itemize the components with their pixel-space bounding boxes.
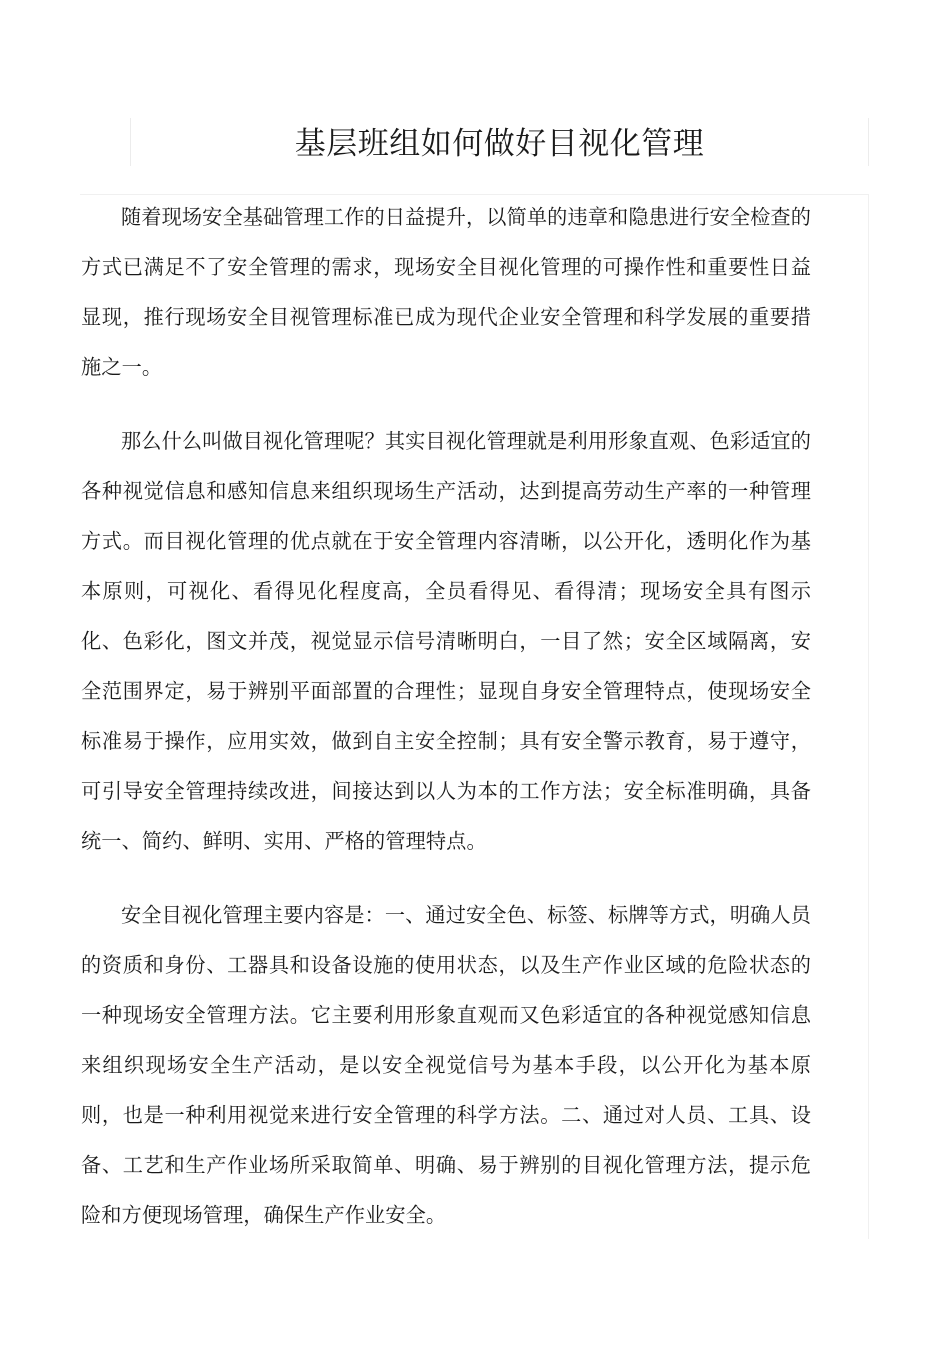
- paragraph-2: 那么什么叫做目视化管理呢？其实目视化管理就是利用形象直观、色彩适宜的各种视觉信息和感知信息来组织现场生产活动，达到提高劳动生产率的一种管理方式。而目视化管理的优点就在于安全管理内容清晰，以公开化，透明化作为基本原则，可视化、看得见化程度高，全员看得见、看得清；现场安全具有图示化、色彩化，图文并茂，视觉显示信号清晰明白，一目了然；安全区域隔离，安全范围界定，易于辨别平面部置的合理性；显现自身安全管理特点，使现场安全标准易于操作，应用实效，做到自主安全控制；具有安全警示教育，易于遵守，可引导安全管理持续改进，间接达到以人为本的工作方法；安全标准明确，具备统一、简约、鲜明、实用、严格的管理特点。: [81, 429, 811, 853]
- document-title: 基层班组如何做好目视化管理: [294, 126, 705, 162]
- document-body: [81, 192, 811, 1240]
- paragraph-1: 随着现场安全基础管理工作的日益提升，以简单的违章和隐患进行安全检查的方式已满足不了安全管理的需求，现场安全目视化管理的可操作性和重要性日益显现，推行现场安全目视管理标准已成为现代企业安全管理和科学发展的重要措施之一。: [81, 205, 811, 379]
- frame-line-body-right: [868, 194, 869, 1239]
- paragraph-3: 安全目视化管理主要内容是：一、通过安全色、标签、标牌等方式，明确人员的资质和身份、工器具和设备设施的使用状态，以及生产作业区域的危险状态的一种现场安全管理方法。它主要利用形象直观而又色彩适宜的各种视觉感知信息来组织现场安全生产活动，是以安全视觉信号为基本手段，以公开化为基本原则，也是一种利用视觉来进行安全管理的科学方法。二、通过对人员、工具、设备、工艺和生产作业场所采取简单、明确、易于辨别的目视化管理方法，提示危险和方便现场管理，确保生产作业安全。: [81, 903, 811, 1227]
